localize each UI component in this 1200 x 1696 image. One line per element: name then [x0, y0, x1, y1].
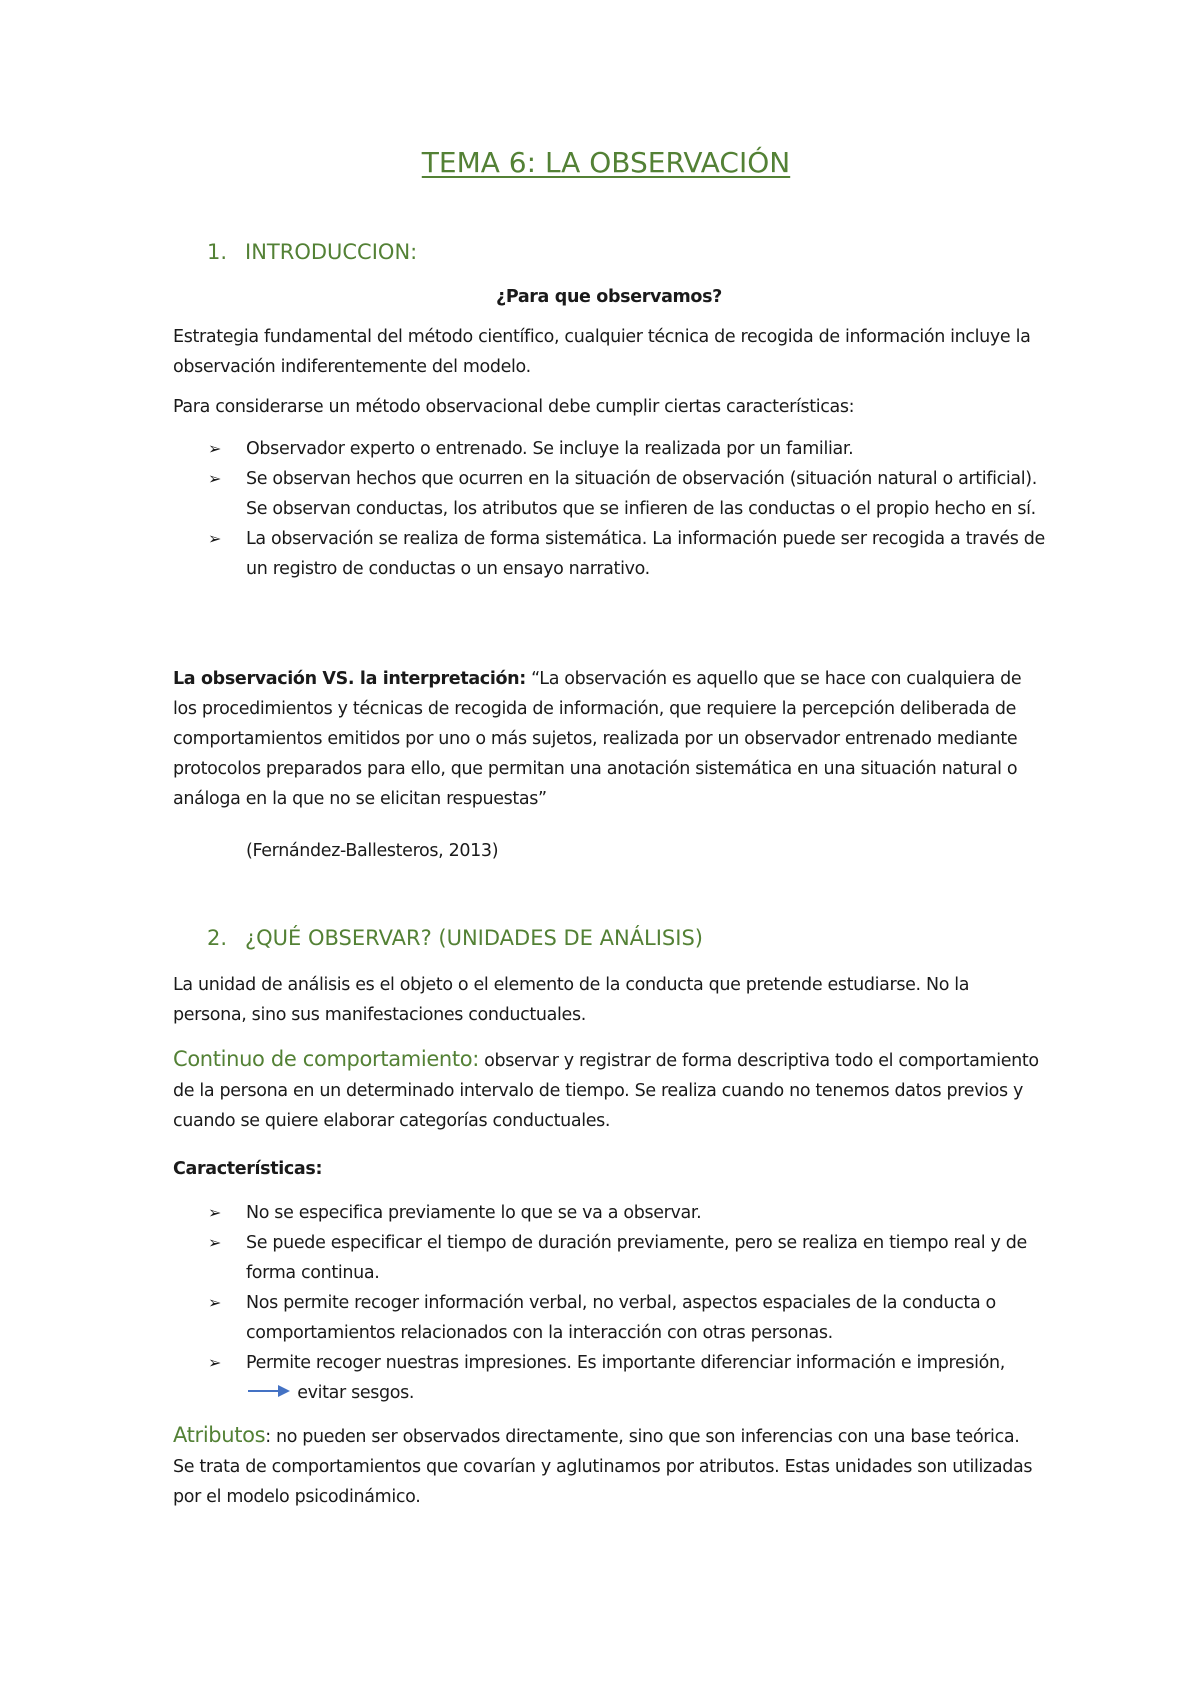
list-item: ➢ La observación se realiza de forma sistemática. La información puede ser recogida a través de un registro de conductas o un ensayo narrativo. — [173, 524, 1045, 584]
arrowhead-bullet-icon: ➢ — [208, 1203, 222, 1222]
continuo-lead: Continuo de comportamiento: — [173, 1047, 479, 1071]
section-1-title: INTRODUCCION: — [245, 240, 418, 264]
list-item: ➢ Nos permite recoger información verbal, no verbal, aspectos espaciales de la conducta o comportamientos relacionados con la interacción con otras personas. — [173, 1288, 1045, 1348]
section-2-title: ¿QUÉ OBSERVAR? (UNIDADES DE ANÁLISIS) — [245, 926, 703, 950]
arrowhead-bullet-icon: ➢ — [208, 469, 222, 488]
quote-text: “La observación es aquello que se hace con cualquiera de los procedimientos y técnicas de recogida de información, que requiere la percepción deliberada de comportamientos emitidos por uno o más sujetos, realizada por un observador entrenado mediante protocolos preparados para ello, que permitan una anotación sistemática en una situación natural o análoga en la que no se elicitan respuestas” — [173, 669, 1022, 809]
arrowhead-bullet-icon: ➢ — [208, 1233, 222, 1252]
section-2-bullet-list — [173, 1198, 1045, 1408]
section-1-bullet-list — [173, 434, 1045, 584]
section-2-number: 2. — [207, 926, 228, 950]
section-1-quote — [173, 664, 1045, 814]
continuo-text: observar y registrar de forma descriptiva todo el comportamiento de la persona en un determinado intervalo de tiempo. Se realiza cuando no tenemos datos previos y cuando se quiere elaborar categorías conductuales. — [173, 1051, 1039, 1131]
section-1-paragraph-2: Para considerarse un método observacional debe cumplir ciertas características: — [173, 397, 855, 417]
citation: (Fernández-Ballesteros, 2013) — [246, 841, 499, 861]
arrowhead-bullet-icon: ➢ — [208, 1353, 222, 1372]
section-1-paragraph-1: Estrategia fundamental del método científico, cualquier técnica de recogida de información incluye la observación indiferentemente del modelo. — [173, 327, 1031, 377]
caracteristicas-label: Características: — [173, 1159, 323, 1179]
list-item: ➢ Observador experto o entrenado. Se incluye la realizada por un familiar. — [173, 434, 1045, 464]
section-1-question: ¿Para que observamos? — [496, 287, 722, 307]
quote-lead: La observación VS. la interpretación: — [173, 669, 526, 689]
list-item: ➢ Permite recoger nuestras impresiones. Es importante diferenciar información e impresión, evitar sesgos. — [173, 1348, 1045, 1408]
arrowhead-bullet-icon: ➢ — [208, 529, 222, 548]
atributos-paragraph — [173, 1420, 1045, 1512]
section-2-paragraph-1: La unidad de análisis es el objeto o el elemento de la conducta que pretende estudiarse. No la persona, sino sus manifestaciones conductuales. — [173, 975, 970, 1025]
arrowhead-bullet-icon: ➢ — [208, 1293, 222, 1312]
continuo-paragraph — [173, 1044, 1045, 1136]
arrowhead-bullet-icon: ➢ — [208, 439, 222, 458]
list-item: ➢ No se especifica previamente lo que se va a observar. — [173, 1198, 1045, 1228]
list-item: ➢ Se puede especificar el tiempo de duración previamente, pero se realiza en tiempo real y de forma continua. — [173, 1228, 1045, 1288]
section-2-heading — [207, 926, 703, 950]
atributos-text: : no pueden ser observados directamente, sino que son inferencias con una base teórica. Se trata de comportamientos que covarían y aglutinamos por atributos. Estas unidades son utilizadas por el modelo psicodinámico. — [173, 1427, 1033, 1507]
section-1-number: 1. — [207, 240, 228, 264]
section-1-heading — [207, 240, 417, 264]
list-item: ➢ Se observan hechos que ocurren en la situación de observación (situación natural o artificial). Se observan conductas, los atributos que se infieren de las conductas o el propio hecho en sí. — [173, 464, 1045, 524]
page-title: TEMA 6: LA OBSERVACIÓN — [421, 146, 791, 179]
right-arrow-icon — [246, 1384, 292, 1398]
atributos-lead: Atributos — [173, 1423, 266, 1447]
